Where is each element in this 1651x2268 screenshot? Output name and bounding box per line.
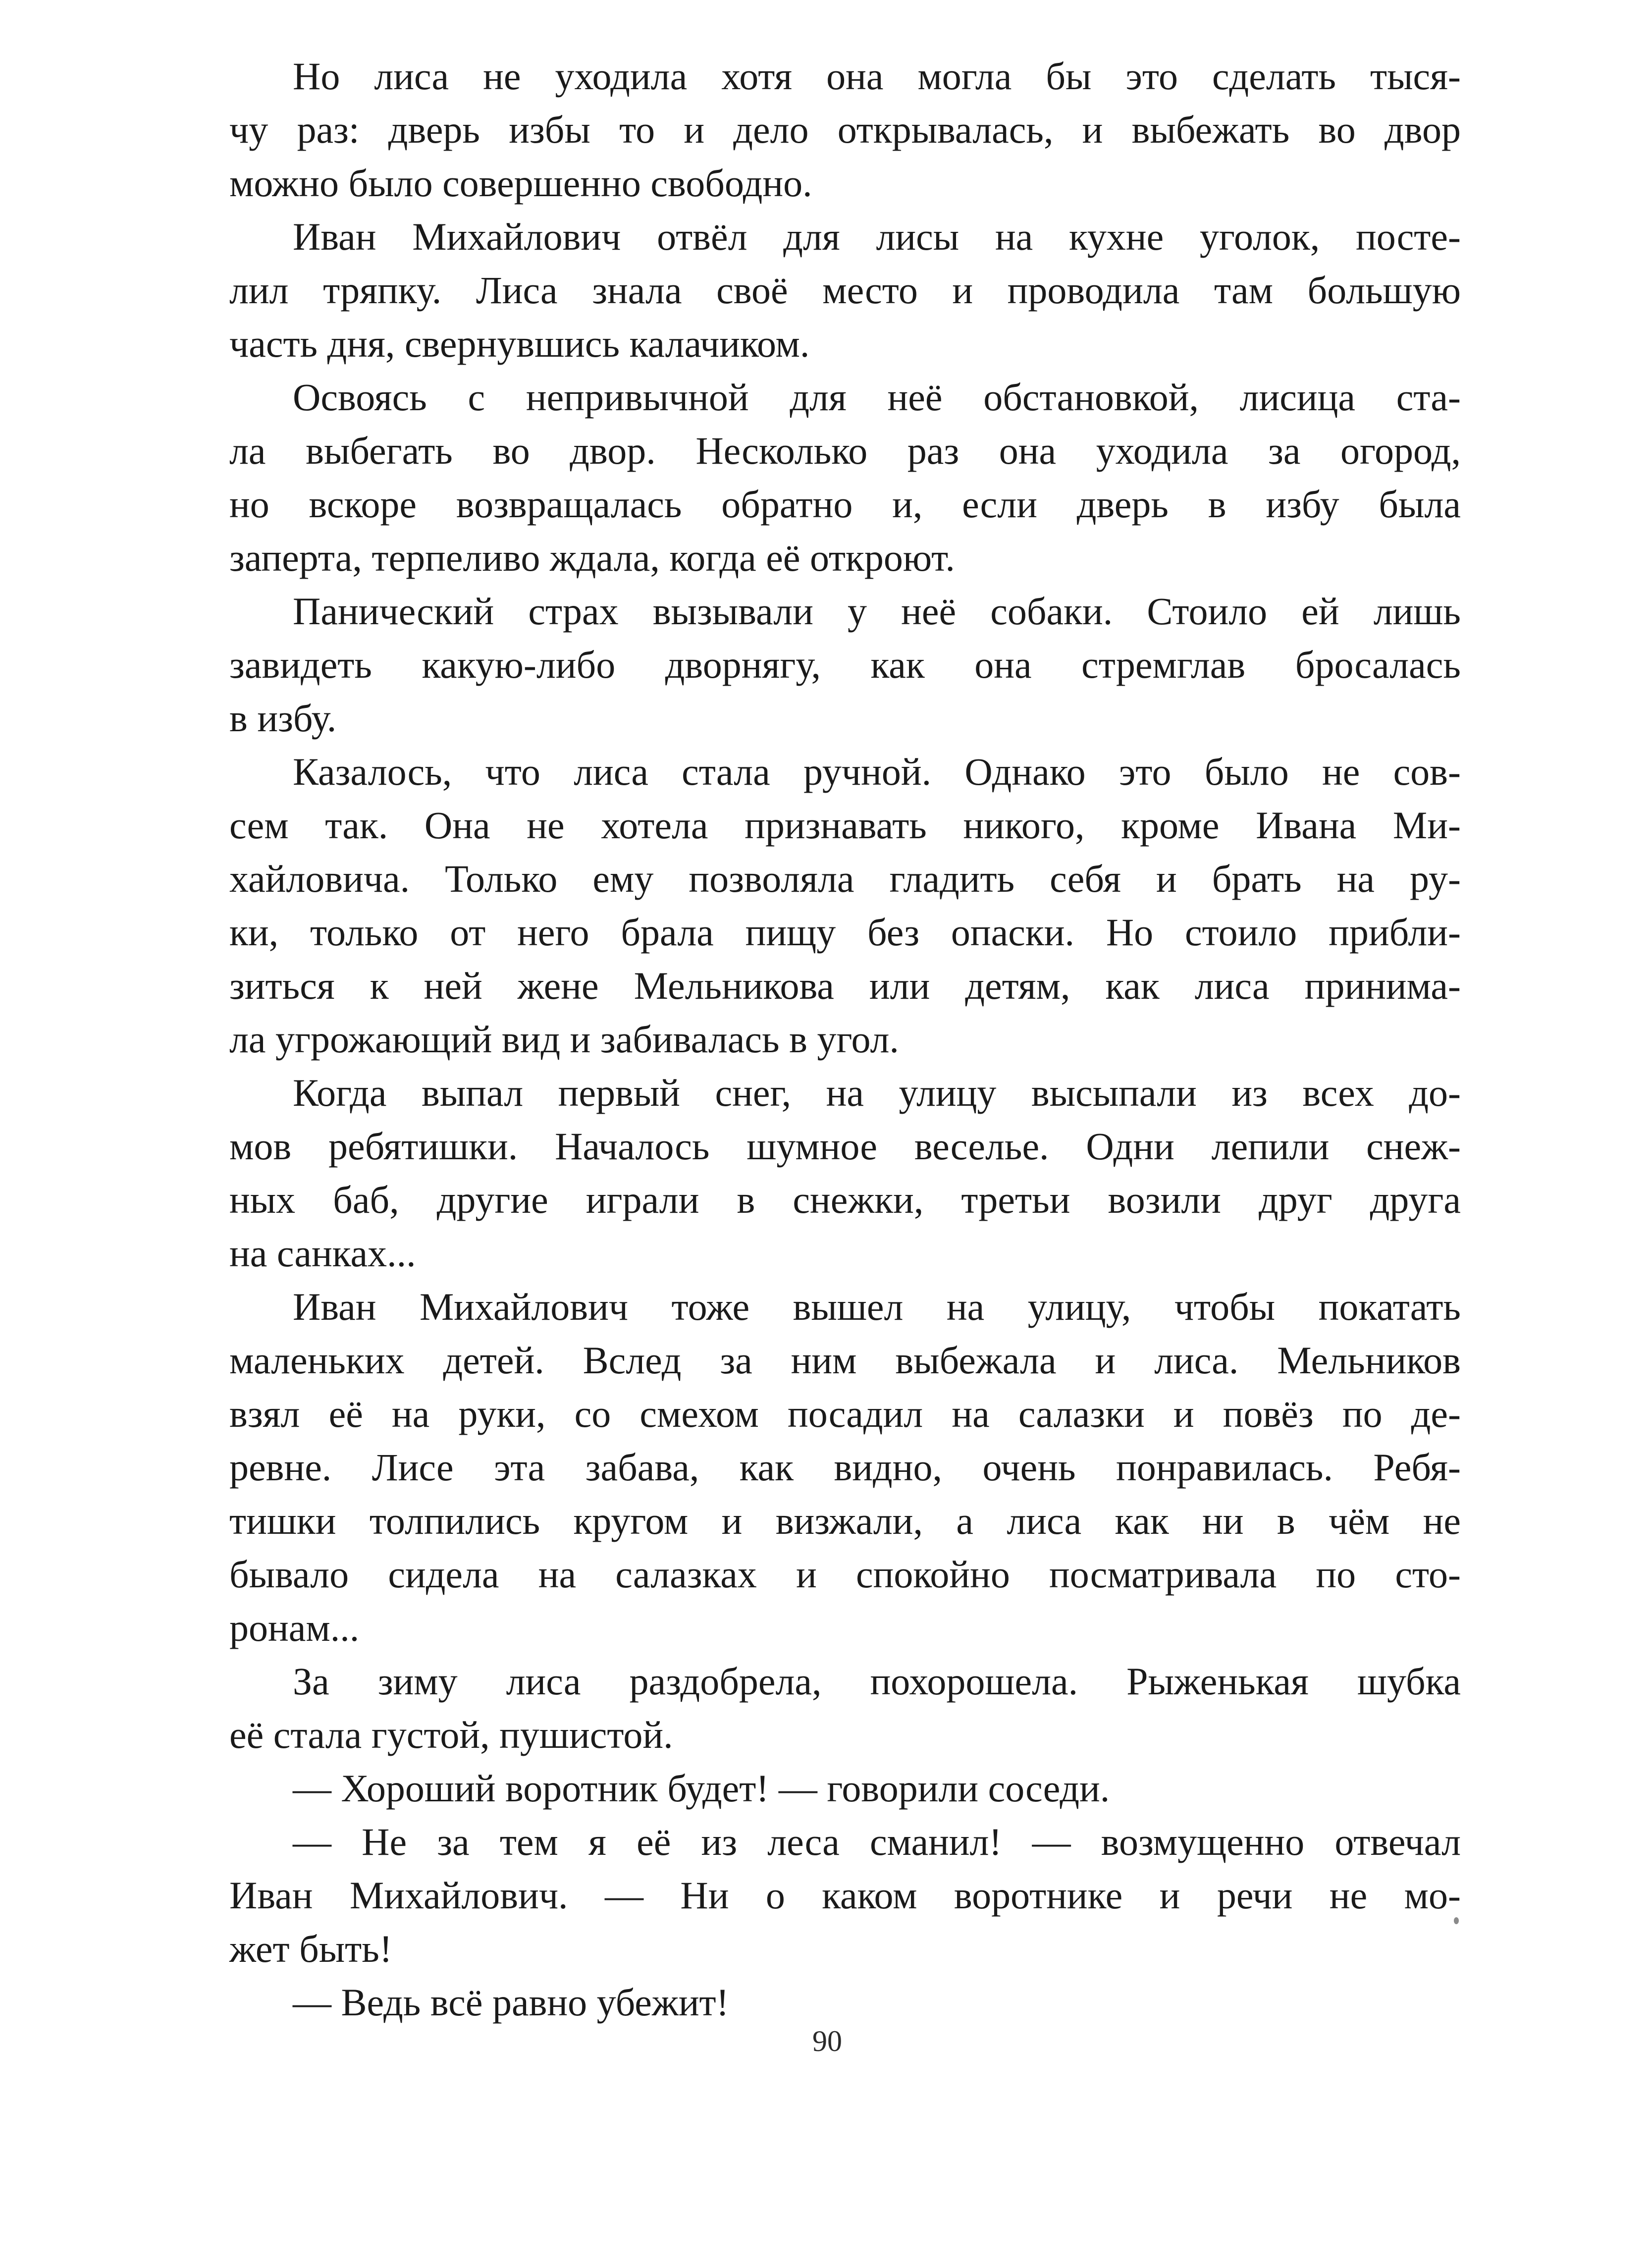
text-line: но вскоре возвращалась обратно и, если дверь в избу была <box>229 483 1461 526</box>
text-line: Казалось, что лиса стала ручной. Однако это было не сов- <box>293 750 1461 793</box>
text-line: Освоясь с непривычной для неё обстановкой, лисица ста- <box>293 376 1461 419</box>
text-line: ревне. Лисе эта забава, как видно, очень понравилась. Ребя- <box>229 1446 1461 1489</box>
text-line: маленьких детей. Вслед за ним выбежала и лиса. Мельников <box>229 1339 1461 1382</box>
text-line: взял её на руки, со смехом посадил на салазки и повёз по де- <box>229 1392 1461 1435</box>
text-line: За зиму лиса раздобрела, похорошела. Рыженькая шубка <box>293 1660 1461 1703</box>
dialogue-line: — Ведь всё равно убежит! <box>293 1981 729 2024</box>
text-line: ла выбегать во двор. Несколько раз она уходила за огород, <box>229 429 1461 472</box>
text-line: на санках... <box>229 1232 416 1275</box>
dialogue-line: — Хороший воротник будет! — говорили соседи. <box>293 1767 1110 1810</box>
text-line: можно было совершенно свободно. <box>229 162 812 205</box>
text-line: сем так. Она не хотела признавать никого, кроме Ивана Ми- <box>229 804 1461 847</box>
text-line: Но лиса не уходила хотя она могла бы это сделать тыся- <box>293 54 1461 98</box>
text-line: Когда выпал первый снег, на улицу высыпали из всех до- <box>293 1071 1461 1114</box>
text-line: бывало сидела на салазках и спокойно посматривала по сто- <box>229 1553 1461 1596</box>
text-line: мов ребятишки. Началось шумное веселье. Одни лепили снеж- <box>229 1125 1461 1168</box>
text-line: завидеть какую-либо дворнягу, как она стремглав бросалась <box>229 643 1461 686</box>
text-line: жет быть! <box>229 1927 392 1970</box>
text-line: Иван Михайлович отвёл для лисы на кухне уголок, посте- <box>293 215 1461 258</box>
text-line: тишки толпились кругом и визжали, а лиса как ни в чём не <box>229 1499 1461 1542</box>
text-line: Иван Михайлович. — Ни о каком воротнике и речи не мо- <box>229 1874 1461 1917</box>
text-line: ронам... <box>229 1606 360 1649</box>
dialogue-line: — Не за тем я её из леса сманил! — возмущенно отвечал <box>293 1820 1461 1863</box>
text-line: Иван Михайлович тоже вышел на улицу, чтобы покатать <box>293 1285 1461 1328</box>
text-line: ки, только от него брала пищу без опаски. Но стоило прибли- <box>229 911 1461 954</box>
text-line: хайловича. Только ему позволяла гладить себя и брать на ру- <box>229 857 1461 900</box>
text-line: ла угрожающий вид и забивалась в угол. <box>229 1018 899 1061</box>
text-line: чу раз: дверь избы то и дело открывалась, и выбежать во двор <box>229 108 1461 151</box>
text-line: её стала густой, пушистой. <box>229 1713 673 1756</box>
page-text <box>229 50 1461 2029</box>
text-line: ных баб, другие играли в снежки, третьи возили друг друга <box>229 1178 1461 1221</box>
text-line: в избу. <box>229 697 337 740</box>
text-line: заперта, терпеливо ждала, когда её откроют. <box>229 536 955 579</box>
text-line: Панический страх вызывали у неё собаки. Стоило ей лишь <box>293 590 1461 633</box>
text-line: лил тряпку. Лиса знала своё место и проводила там большую <box>229 269 1461 312</box>
page-number: 90 <box>812 2025 842 2057</box>
text-line: зиться к ней жене Мельникова или детям, как лиса принима- <box>229 964 1461 1007</box>
text-line: часть дня, свернувшись калачиком. <box>229 322 810 365</box>
scan-speck <box>1454 1917 1459 1924</box>
